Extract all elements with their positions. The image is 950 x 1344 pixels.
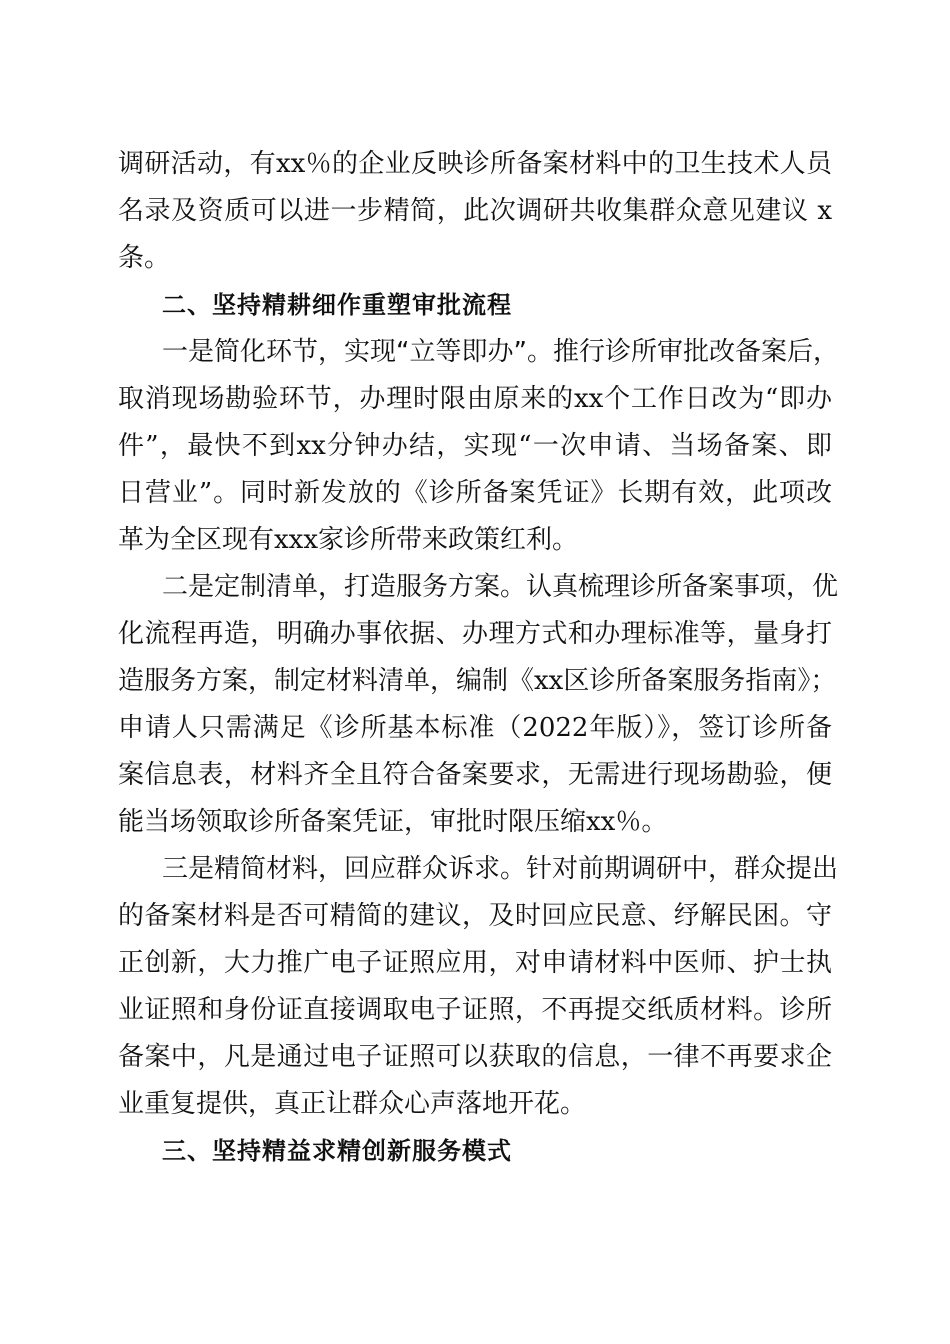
point-1-line: 革为全区现有xxx家诊所带来政策红利。 xyxy=(118,525,578,555)
point-3-line: 业证照和身份证直接调取电子证照，不再提交纸质材料。诊所 xyxy=(118,995,832,1025)
point-1-line: 日营业”。同时新发放的《诊所备案凭证》长期有效，此项改 xyxy=(118,478,832,508)
intro-line-3: 条。 xyxy=(118,243,171,273)
document-body xyxy=(118,141,839,1175)
point-2-line: 案信息表，材料齐全且符合备案要求，无需进行现场勘验，便 xyxy=(118,760,832,790)
point-2-lead: 二是定制清单，打造服务方案。 xyxy=(162,572,527,602)
point-2-line: 化流程再造，明确办事依据、办理方式和办理标准等，量身打 xyxy=(118,619,832,649)
point-1-line1-rest: 推行诊所审批改备案后， xyxy=(552,337,839,367)
point-3-line: 备案中，凡是通过电子证照可以获取的信息，一律不再要求企 xyxy=(118,1042,832,1072)
point-3-lead: 三是精简材料，回应群众诉求。 xyxy=(162,854,527,884)
section-heading-3: 三、坚持精益求精创新服务模式 xyxy=(162,1137,512,1165)
point-1-lead: 一是简化环节，实现“立等即办”。 xyxy=(162,337,553,367)
point-3-line: 业重复提供，真正让群众心声落地开花。 xyxy=(118,1089,587,1119)
point-3-line: 正创新，大力推广电子证照应用，对申请材料中医师、护士执 xyxy=(118,948,832,978)
point-2-line: 申请人只需满足《诊所基本标准（2022年版）》，签订诊所备 xyxy=(118,713,832,743)
point-1-line: 取消现场勘验环节，办理时限由原来的xx个工作日改为“即办 xyxy=(118,384,832,414)
intro-line-1: 调研活动，有xx％的企业反映诊所备案材料中的卫生技术人员 xyxy=(118,149,832,179)
point-3-line1-rest: 针对前期调研中，群众提出 xyxy=(526,854,839,884)
point-2-line: 能当场领取诊所备案凭证，审批时限压缩xx％。 xyxy=(118,807,668,837)
point-3-first-line xyxy=(118,846,839,892)
section-heading-2: 二、坚持精耕细作重塑审批流程 xyxy=(162,291,512,319)
point-1-line: 件”，最快不到xx分钟办结，实现“一次申请、当场备案、即 xyxy=(118,431,832,461)
point-2-line: 造服务方案，制定材料清单，编制《xx区诊所备案服务指南》； xyxy=(118,666,837,696)
point-2-first-line xyxy=(118,564,839,610)
point-2-line1-rest: 认真梳理诊所备案事项，优 xyxy=(526,572,839,602)
intro-line-2: 名录及资质可以进一步精简，此次调研共收集群众意见建议 x xyxy=(118,196,832,226)
point-3-line: 的备案材料是否可精简的建议，及时回应民意、纾解民困。守 xyxy=(118,901,832,931)
point-1-first-line xyxy=(118,329,839,375)
